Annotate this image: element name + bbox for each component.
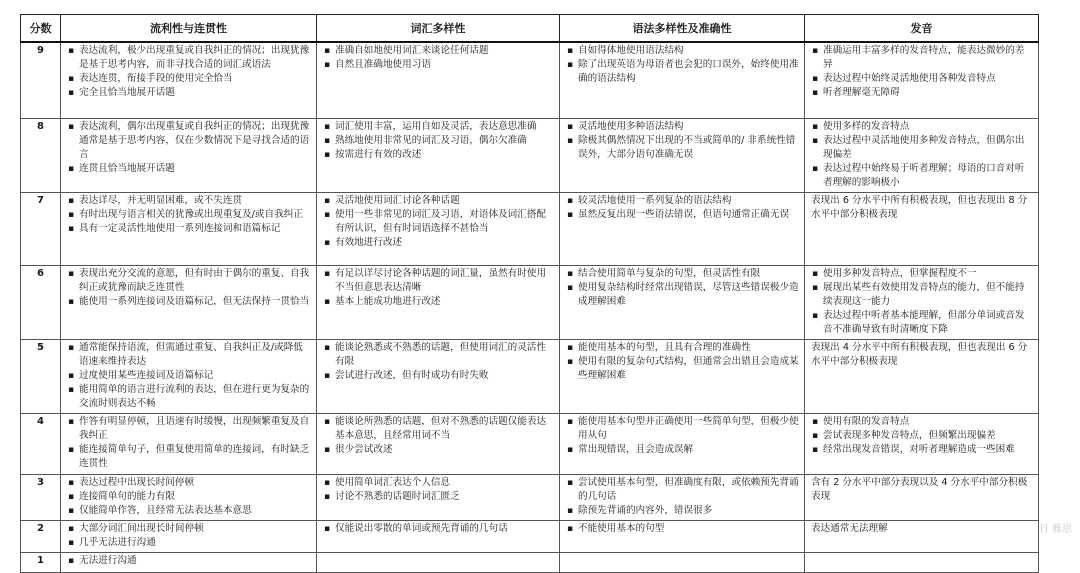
cell-pronunciation (805, 474, 1039, 520)
band-score: 7 (21, 192, 61, 265)
cell-pronunciation (805, 552, 1039, 572)
descriptor-list (321, 522, 555, 536)
descriptor-list (809, 415, 1034, 457)
descriptor-list (321, 415, 555, 457)
cell-lexical-resource (317, 118, 560, 192)
descriptor-list (321, 194, 555, 250)
descriptor-item: ▪ 表达过程中始终灵活地使用各种发音特点 (809, 72, 1034, 86)
band-score: 9 (21, 42, 61, 118)
descriptor-item: ▪ 能使用基本句型并正确使用一些简单句型，但极少使用从句 (564, 415, 800, 443)
band-score: 5 (21, 339, 61, 413)
descriptor-list (321, 44, 555, 72)
descriptor-list (65, 415, 312, 471)
descriptor-item: ▪ 尝试使用基本句型，但准确度有限，或依赖预先背诵的几句话 (564, 476, 800, 504)
descriptor-item: ▪ 尝试进行改述，但有时成功有时失败 (321, 369, 555, 383)
descriptor-list (809, 120, 1034, 190)
band-score: 2 (21, 520, 61, 552)
cell-pronunciation (805, 265, 1039, 339)
descriptor-item: ▪ 完全且恰当地展开话题 (65, 86, 312, 100)
descriptor-item: ▪ 使用有限的复杂句式结构，但通常会出错且会造成某些理解困难 (564, 355, 800, 383)
descriptor-text: 表现出 6 分水平中所有积极表现，但也表现出 8 分水平中部分积极表现 (811, 194, 1028, 220)
descriptor-item: ▪ 表达流利，极少出现重复或自我纠正的情况；出现犹豫是基于思考内容，而非寻找合适的词汇或语法 (65, 44, 312, 72)
cell-grammar (560, 413, 805, 474)
cell-pronunciation (805, 339, 1039, 413)
descriptor-item: ▪ 作答有明显停顿，且语速有时缓慢，出现频繁重复及自我纠正 (65, 415, 312, 443)
descriptor-item: ▪ 大部分词汇间出现长时间停顿 (65, 522, 312, 536)
cell-pronunciation (805, 520, 1039, 552)
cell-grammar (560, 339, 805, 413)
descriptor-item: ▪ 表达连贯，衔接手段的使用完全恰当 (65, 72, 312, 86)
descriptor-item: ▪ 表达过程中出现长时间停顿 (65, 476, 312, 490)
descriptor-list (65, 476, 312, 518)
band-score: 1 (21, 552, 61, 572)
cell-pronunciation (805, 192, 1039, 265)
cell-lexical-resource (317, 520, 560, 552)
descriptor-item: ▪ 较灵活地使用一系列复杂的语法结构 (564, 194, 800, 208)
descriptor-list (564, 120, 800, 162)
descriptor-item: ▪ 能谈论所熟悉的话题，但对不熟悉的话题仅能表达基本意思，且经常用词不当 (321, 415, 555, 443)
header-grammar: 语法多样性及准确性 (560, 15, 805, 43)
cell-grammar (560, 118, 805, 192)
band-score: 8 (21, 118, 61, 192)
descriptor-item: ▪ 使用简单词汇表达个人信息 (321, 476, 555, 490)
descriptor-item: ▪ 能使用基本的句型，且具有合理的准确性 (564, 341, 800, 355)
descriptor-list (65, 267, 312, 309)
descriptor-item: ▪ 过度使用某些连接词及语篇标记 (65, 369, 312, 383)
descriptor-item: ▪ 无法进行沟通 (65, 554, 312, 568)
descriptor-item: ▪ 能使用一系列连接词及语篇标记，但无法保持一贯恰当 (65, 295, 312, 309)
descriptor-item: ▪ 有足以详尽讨论各种话题的词汇量，虽然有时使用不当但意思表达清晰 (321, 267, 555, 295)
descriptor-item: ▪ 灵活地使用词汇讨论各种话题 (321, 194, 555, 208)
descriptor-item: ▪ 几乎无法进行沟通 (65, 536, 312, 550)
descriptor-item: ▪ 讨论不熟悉的话题时词汇匮乏 (321, 490, 555, 504)
cell-lexical-resource (317, 552, 560, 572)
cell-lexical-resource (317, 339, 560, 413)
descriptor-item: ▪ 使用多种发音特点，但掌握程度不一 (809, 267, 1034, 281)
descriptor-item: ▪ 能连接简单句子，但重复使用简单的连接词，有时缺乏连贯性 (65, 443, 312, 471)
cell-grammar (560, 474, 805, 520)
descriptor-item: ▪ 经常出现发音错误，对听者理解造成一些困难 (809, 443, 1034, 457)
cell-pronunciation (805, 42, 1039, 118)
table-row (21, 118, 1039, 192)
descriptor-item: ▪ 能用简单的语言进行流利的表达，但在进行更为复杂的交流时则表达不畅 (65, 383, 312, 411)
descriptor-item: ▪ 灵活地使用多种语法结构 (564, 120, 800, 134)
descriptor-item: ▪ 自如得体地使用语法结构 (564, 44, 800, 58)
cell-pronunciation (805, 118, 1039, 192)
descriptor-item: ▪ 听者理解毫无障碍 (809, 86, 1034, 100)
descriptor-text: 含有 2 分水平中部分表现以及 4 分水平中部分积极表现 (811, 476, 1028, 502)
descriptor-item: ▪ 常出现错误，且会造成误解 (564, 443, 800, 457)
table-row (21, 413, 1039, 474)
cell-grammar (560, 520, 805, 552)
descriptor-item: ▪ 熟练地使用非常见的词汇及习语，偶尔欠准确 (321, 134, 555, 148)
cell-pronunciation (805, 413, 1039, 474)
cell-lexical-resource (317, 192, 560, 265)
cell-lexical-resource (317, 474, 560, 520)
table-row (21, 192, 1039, 265)
header-lexical-resource: 词汇多样性 (317, 15, 560, 43)
table-row (21, 552, 1039, 572)
descriptor-item: ▪ 基本上能成功地进行改述 (321, 295, 555, 309)
cell-fluency-coherence (61, 192, 317, 265)
descriptor-item: ▪ 仅能简单作答，且经常无法表达基本意思 (65, 504, 312, 518)
cell-fluency-coherence (61, 552, 317, 572)
descriptor-list (564, 522, 800, 536)
cell-fluency-coherence (61, 474, 317, 520)
descriptor-item: ▪ 虽然反复出现一些语法错误，但语句通常正确无误 (564, 208, 800, 222)
descriptor-list (564, 44, 800, 86)
descriptor-item: ▪ 结合使用简单与复杂的句型，但灵活性有限 (564, 267, 800, 281)
band-descriptor-table (20, 14, 1039, 573)
descriptor-item: ▪ 使用有限的发音特点 (809, 415, 1034, 429)
descriptor-item: ▪ 准确自如地使用词汇来谈论任何话题 (321, 44, 555, 58)
cell-fluency-coherence (61, 265, 317, 339)
descriptor-item: ▪ 除了出现英语为母语者也会犯的口误外，始终使用准确的语法结构 (564, 58, 800, 86)
rubric-document (20, 14, 1038, 573)
descriptor-list (564, 267, 800, 309)
descriptor-list (65, 120, 312, 176)
descriptor-item: ▪ 表达过程中始终易于听者理解；母语的口音对听者理解的影响极小 (809, 162, 1034, 190)
watermark: 日 雅思 (1038, 524, 1072, 535)
descriptor-list (65, 44, 312, 100)
descriptor-item: ▪ 展现出某些有效使用发音特点的能力，但不能持续表现这一能力 (809, 281, 1034, 309)
descriptor-item: ▪ 连贯且恰当地展开话题 (65, 162, 312, 176)
descriptor-list (564, 476, 800, 518)
descriptor-list (809, 267, 1034, 337)
descriptor-list (321, 476, 555, 504)
table-row (21, 42, 1039, 118)
cell-grammar (560, 552, 805, 572)
descriptor-item: ▪ 能谈论熟悉或不熟悉的话题，但使用词汇的灵活性有限 (321, 341, 555, 369)
descriptor-item: ▪ 按需进行有效的改述 (321, 148, 555, 162)
descriptor-item: ▪ 表达过程中听者基本能理解，但部分单词或音发音不准确导致有时清晰度下降 (809, 309, 1034, 337)
cell-fluency-coherence (61, 42, 317, 118)
cell-lexical-resource (317, 42, 560, 118)
cell-lexical-resource (317, 265, 560, 339)
descriptor-item: ▪ 不能使用基本的句型 (564, 522, 800, 536)
header-pronunciation: 发音 (805, 15, 1039, 43)
descriptor-item: ▪ 很少尝试改述 (321, 443, 555, 457)
descriptor-item: ▪ 表现出充分交流的意愿，但有时由于偶尔的重复、自我纠正或犹豫而缺乏连贯性 (65, 267, 312, 295)
descriptor-item: ▪ 准确运用丰富多样的发音特点，能表达微妙的差异 (809, 44, 1034, 72)
cell-fluency-coherence (61, 339, 317, 413)
descriptor-list (321, 120, 555, 162)
descriptor-item: ▪ 使用多样的发音特点 (809, 120, 1034, 134)
descriptor-item: ▪ 除极其偶然情况下出现的不当或简单的/ 非系统性错误外，大部分语句准确无误 (564, 134, 800, 162)
cell-grammar (560, 42, 805, 118)
header-score: 分数 (21, 15, 61, 43)
descriptor-item: ▪ 表达流利，偶尔出现重复或自我纠正的情况；出现犹豫通常是基于思考内容，仅在少数情况下是寻找合适的语言 (65, 120, 312, 162)
cell-grammar (560, 265, 805, 339)
table-row (21, 520, 1039, 552)
descriptor-list (65, 522, 312, 550)
descriptor-item: ▪ 仅能说出零散的单词或预先背诵的几句话 (321, 522, 555, 536)
band-score: 4 (21, 413, 61, 474)
descriptor-list (564, 341, 800, 383)
descriptor-item: ▪ 表达过程中灵活地使用多种发音特点，但偶尔出现偏差 (809, 134, 1034, 162)
descriptor-item: ▪ 除预先背诵的内容外，错误很多 (564, 504, 800, 518)
table-row (21, 474, 1039, 520)
descriptor-item: ▪ 使用复杂结构时经常出现错误，尽管这些错误极少造成理解困难 (564, 281, 800, 309)
descriptor-item: ▪ 尝试表现多种发音特点，但频繁出现偏差 (809, 429, 1034, 443)
descriptor-list (321, 267, 555, 309)
band-score: 3 (21, 474, 61, 520)
descriptor-text: 表达通常无法理解 (811, 522, 888, 534)
descriptor-item: ▪ 通常能保持语流，但需通过重复、自我纠正及/或降低语速来维持表达 (65, 341, 312, 369)
table-header-row (21, 15, 1039, 43)
descriptor-list (65, 554, 312, 568)
descriptor-item: ▪ 有效地进行改述 (321, 236, 555, 250)
descriptor-text: 表现出 4 分水平中所有积极表现，但也表现出 6 分水平中部分积极表现 (811, 341, 1028, 367)
descriptor-item: ▪ 自然且准确地使用习语 (321, 58, 555, 72)
table-row (21, 265, 1039, 339)
cell-fluency-coherence (61, 413, 317, 474)
descriptor-item: ▪ 使用一些非常见的词汇及习语，对语体及词汇搭配有所认识，但有时词语选择不甚恰当 (321, 208, 555, 236)
descriptor-list (65, 194, 312, 236)
descriptor-list (564, 415, 800, 457)
descriptor-item: ▪ 具有一定灵活性地使用一系列连接词和语篇标记 (65, 222, 312, 236)
descriptor-item: ▪ 有时出现与语言相关的犹豫或出现重复及/或自我纠正 (65, 208, 312, 222)
band-score: 6 (21, 265, 61, 339)
descriptor-list (321, 341, 555, 383)
descriptor-list (564, 194, 800, 222)
descriptor-item: ▪ 词汇使用丰富，运用自如及灵活，表达意思准确 (321, 120, 555, 134)
descriptor-item: ▪ 表达详尽，并无明显困难，或不失连贯 (65, 194, 312, 208)
cell-fluency-coherence (61, 118, 317, 192)
cell-lexical-resource (317, 413, 560, 474)
descriptor-list (809, 44, 1034, 100)
cell-grammar (560, 192, 805, 265)
descriptor-item: ▪ 连接简单句的能力有限 (65, 490, 312, 504)
table-row (21, 339, 1039, 413)
header-fluency-coherence: 流利性与连贯性 (61, 15, 317, 43)
cell-fluency-coherence (61, 520, 317, 552)
descriptor-list (65, 341, 312, 411)
